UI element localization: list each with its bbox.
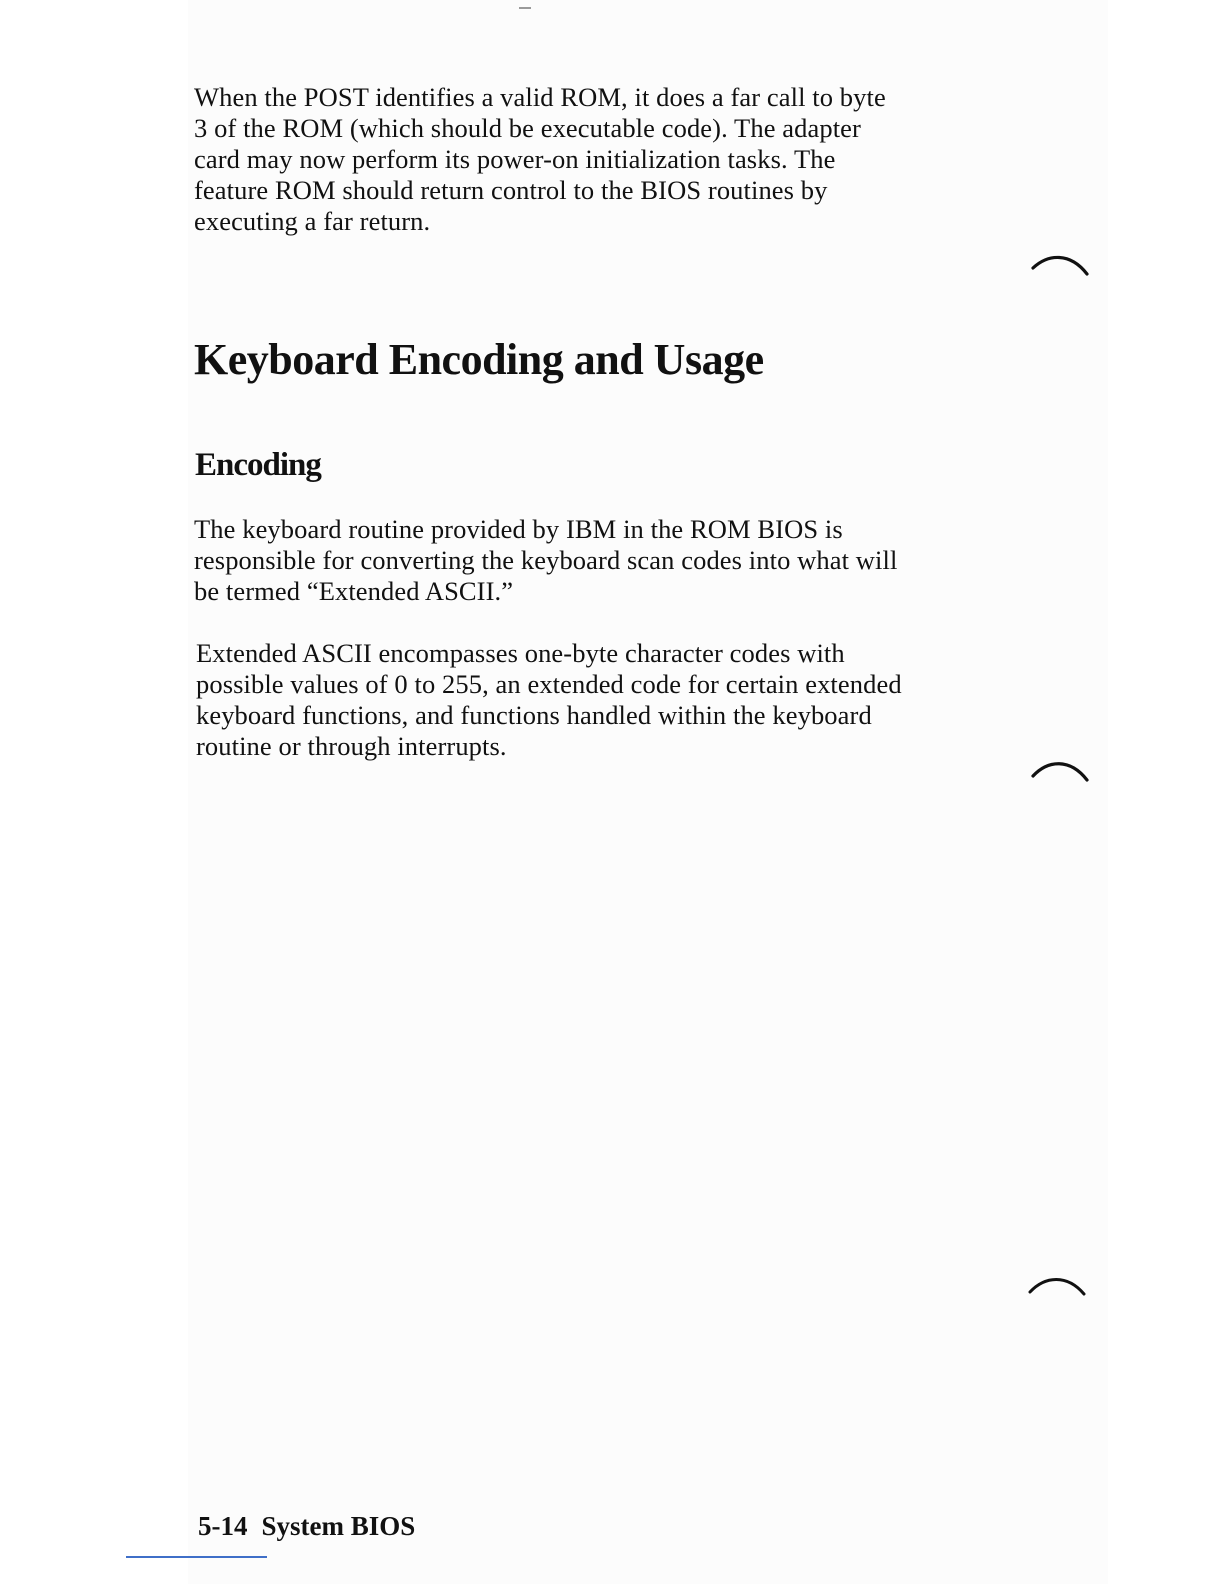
binder-tab-arc-icon	[1027, 1272, 1089, 1302]
paragraph-line: feature ROM should return control to the BIOS routines by	[194, 175, 828, 205]
paragraph-line: When the POST identifies a valid ROM, it does a far call to byte	[194, 82, 886, 112]
paragraph-line: 3 of the ROM (which should be executable code). The adapter	[194, 113, 861, 143]
paragraph-line: possible values of 0 to 255, an extended code for certain extended	[196, 669, 902, 699]
page-footer	[198, 1508, 415, 1544]
footer-section-name: System BIOS	[261, 1511, 416, 1541]
paragraph-post-rom-call	[194, 82, 886, 237]
paragraph-line: Extended ASCII encompasses one-byte character codes with	[196, 638, 845, 668]
subsection-title: Encoding	[195, 447, 321, 483]
bottom-rule	[126, 1556, 267, 1558]
paragraph-extended-ascii	[196, 638, 902, 762]
paragraph-keyboard-routine	[194, 514, 897, 607]
binder-tab-arc-icon	[1030, 758, 1092, 788]
section-title: Keyboard Encoding and Usage	[194, 335, 764, 384]
paragraph-line: responsible for converting the keyboard scan codes into what will	[194, 545, 898, 575]
paragraph-line: card may now perform its power-on initialization tasks. The	[194, 144, 836, 174]
page-number: 5-14	[198, 1511, 248, 1541]
page-scan-area	[188, 0, 1108, 1584]
paragraph-line: The keyboard routine provided by IBM in the ROM BIOS is	[194, 514, 843, 544]
paragraph-line: executing a far return.	[194, 206, 431, 236]
paragraph-line: routine or through interrupts.	[196, 731, 507, 761]
paragraph-line: be termed “Extended ASCII.”	[194, 576, 514, 606]
paragraph-line: keyboard functions, and functions handled within the keyboard	[196, 700, 872, 730]
scan-speck	[519, 7, 531, 9]
binder-tab-arc-icon	[1030, 252, 1092, 282]
